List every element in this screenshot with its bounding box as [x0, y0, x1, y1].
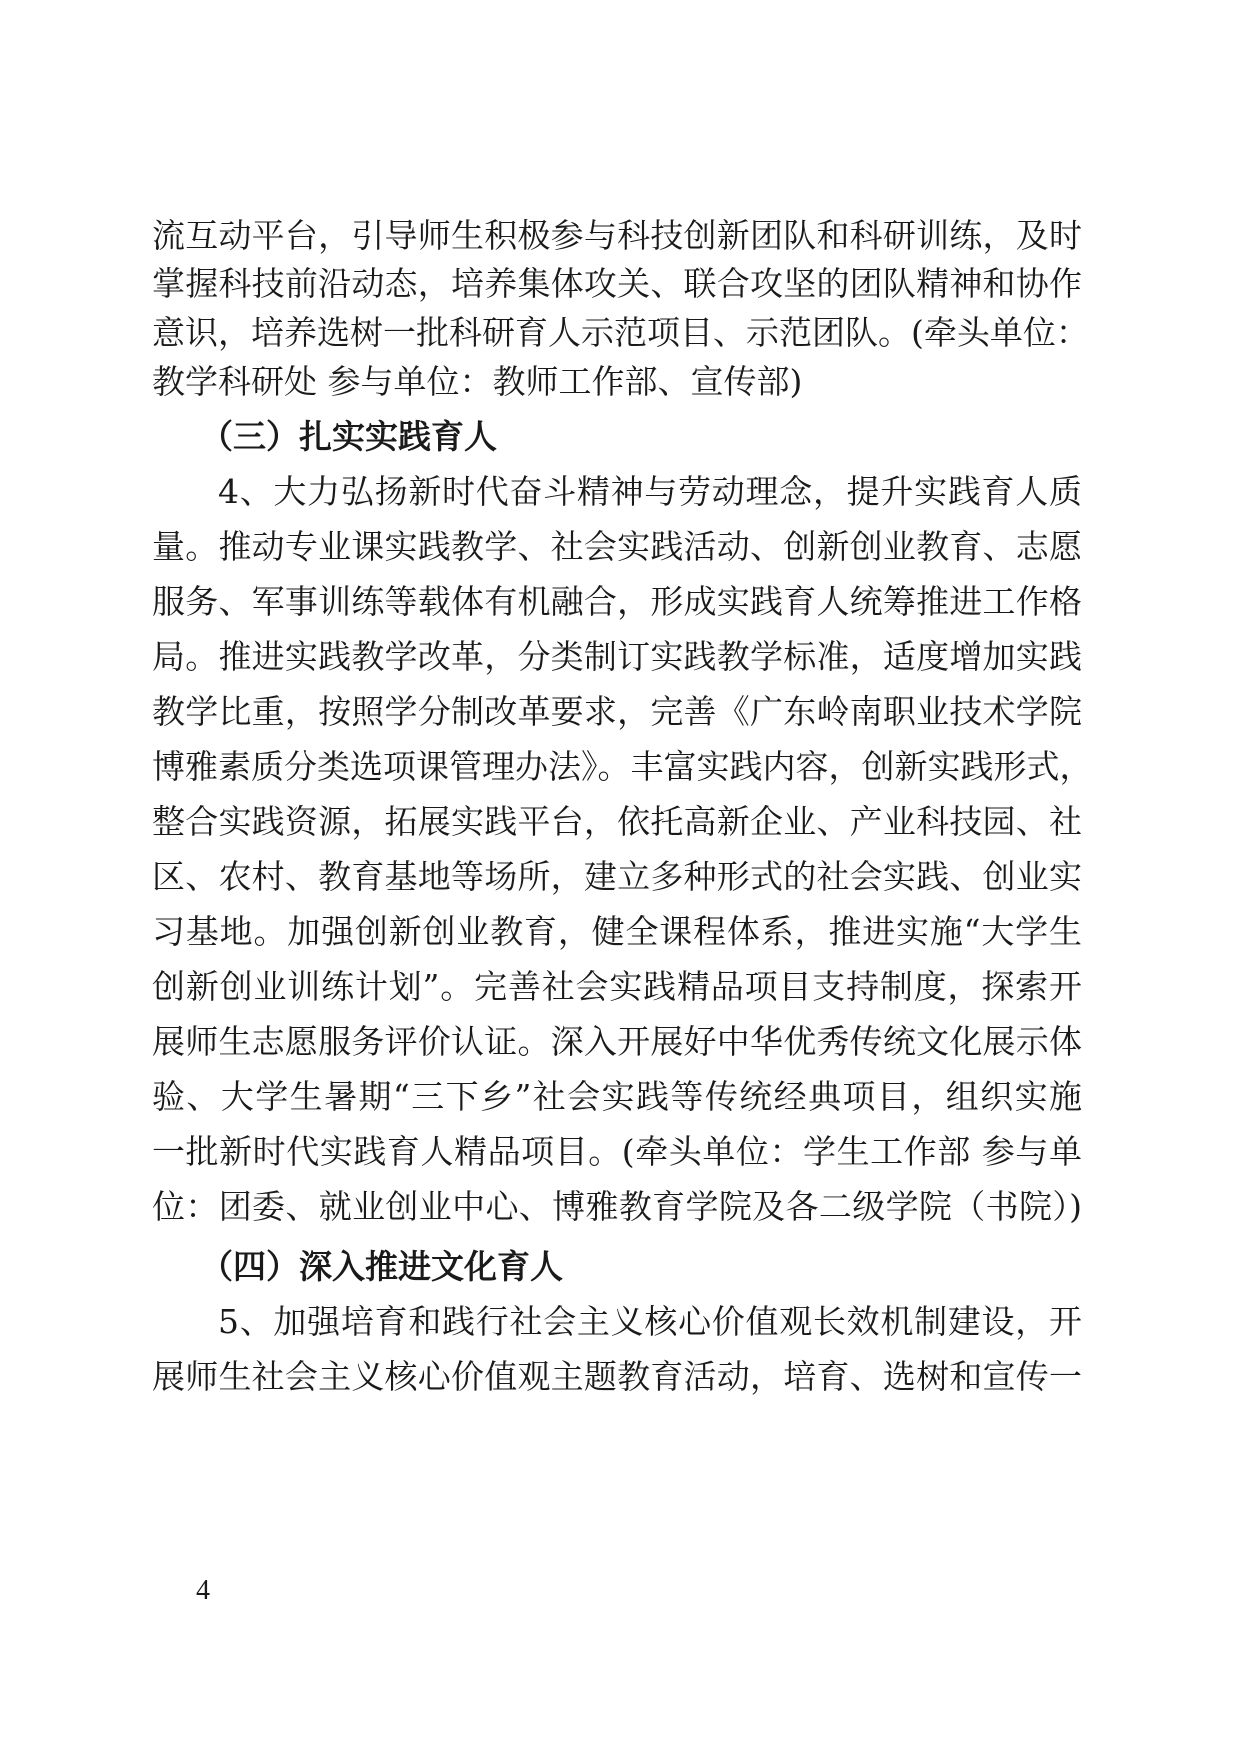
- paragraph-1-line-1: 流互动平台，引导师生积极参与科技创新团队和科研训练，及时: [152, 216, 1082, 255]
- section-3-heading: （三）扎实实践育人: [200, 417, 497, 456]
- paragraph-2-line-4: 局。推进实践教学改革，分类制订实践教学标准，适度增加实践: [152, 637, 1082, 676]
- section-4-heading: （四）深入推进文化育人: [200, 1247, 563, 1286]
- paragraph-2-line-12: 验、大学生暑期“三下乡”社会实践等传统经典项目，组织实施: [152, 1077, 1082, 1116]
- paragraph-2-line-2: 量。推动专业课实践教学、社会实践活动、创新创业教育、志愿: [152, 527, 1082, 566]
- paragraph-2-line-1: 4、大力弘扬新时代奋斗精神与劳动理念，提升实践育人质: [218, 472, 1082, 511]
- paragraph-2-line-9: 习基地。加强创新创业教育，健全课程体系，推进实施“大学生: [152, 912, 1082, 951]
- paragraph-2-line-11: 展师生志愿服务评价认证。深入开展好中华优秀传统文化展示体: [152, 1022, 1082, 1061]
- paragraph-2-line-6: 博雅素质分类选项课管理办法》。丰富实践内容，创新实践形式，: [152, 747, 1093, 786]
- paragraph-2-line-5: 教学比重，按照学分制改革要求，完善《广东岭南职业技术学院: [152, 692, 1082, 731]
- paragraph-1-line-3: 意识，培养选树一批科研育人示范项目、示范团队。(牵头单位：: [152, 313, 1089, 352]
- paragraph-2-line-13: 一批新时代实践育人精品项目。(牵头单位：学生工作部 参与单: [152, 1132, 1082, 1171]
- paragraph-2-line-14: 位：团委、就业创业中心、博雅教育学院及各二级学院（书院）): [152, 1187, 1082, 1226]
- paragraph-1-line-4: 教学科研处 参与单位：教师工作部、宣传部): [152, 362, 803, 401]
- paragraph-3-line-2: 展师生社会主义核心价值观主题教育活动，培育、选树和宣传一: [152, 1357, 1082, 1396]
- paragraph-3-line-1: 5、加强培育和践行社会主义核心价值观长效机制建设，开: [218, 1302, 1082, 1341]
- page-number: 4: [196, 1575, 210, 1606]
- paragraph-1-line-2: 掌握科技前沿动态，培养集体攻关、联合攻坚的团队精神和协作: [152, 264, 1082, 303]
- paragraph-2-line-7: 整合实践资源，拓展实践平台，依托高新企业、产业科技园、社: [152, 802, 1082, 841]
- paragraph-2-line-3: 服务、军事训练等载体有机融合，形成实践育人统筹推进工作格: [152, 582, 1082, 621]
- paragraph-2-line-8: 区、农村、教育基地等场所，建立多种形式的社会实践、创业实: [152, 857, 1082, 896]
- paragraph-2-line-10: 创新创业训练计划”。完善社会实践精品项目支持制度，探索开: [152, 967, 1082, 1006]
